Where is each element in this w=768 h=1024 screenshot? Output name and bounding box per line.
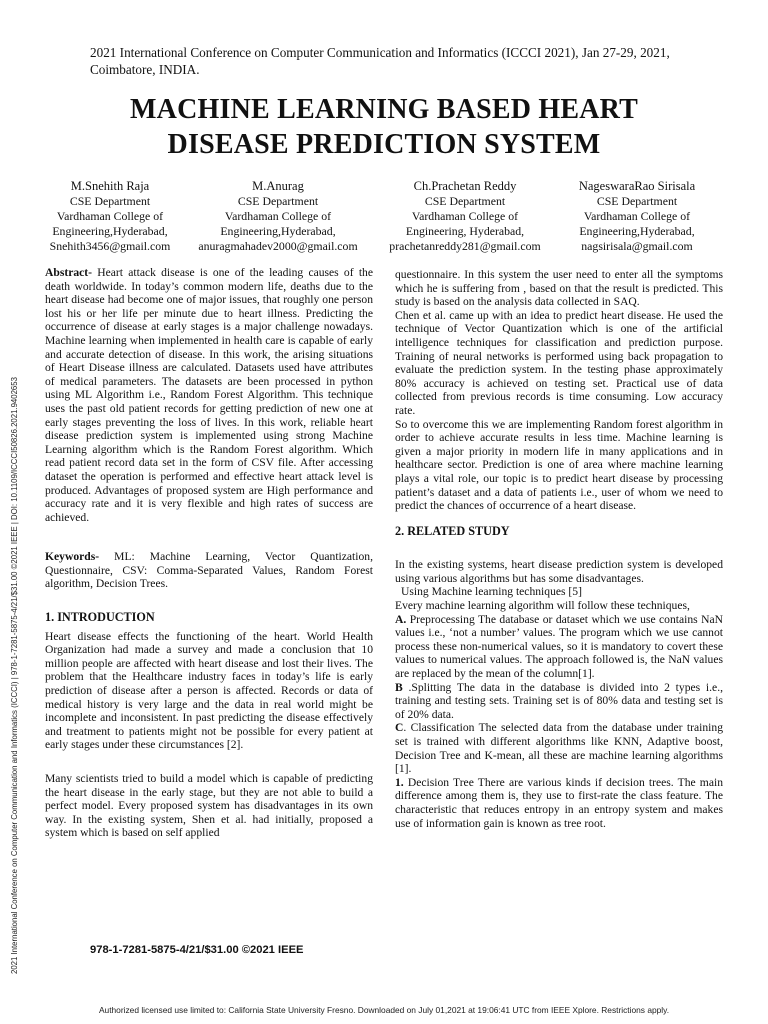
author-department: CSE Department — [69, 194, 151, 208]
author-department: CSE Department — [596, 194, 678, 208]
step-a — [395, 613, 723, 681]
left-column — [45, 266, 373, 840]
conference-header: 2021 International Conference on Computer Communication and Informatics (ICCCI 2021), Jan 27-29, 2021, Coimbatore, INDIA. — [90, 45, 670, 77]
keywords — [45, 550, 373, 591]
author-affiliation: Engineering,Hyderabad, — [52, 224, 168, 238]
intro-paragraph-1: Heart disease effects the functioning of the heart. World Health Organization had made a survey and made a conclusion that 10 million people are affected with heart disease and lost their lives. The problem that the Healthcare industry faces in today’s life is early prediction of disease after a person is affected. Records or data of medical history is very large and the data in real world might be incomplete and inconsistent. In past predicting the disease effectively and treatment to patients might not be possible for every patient at early stages under these circumstances [2]. — [45, 629, 373, 752]
step-1-text: Decision Tree There are various kinds if decision trees. The main difference among them is, they use to first-rate the class feature. The characteristic that reduces entropy in an entropy system and makes use of information gain is known as tree root. — [395, 775, 723, 830]
author-name: Ch.Prachetan Reddy — [413, 179, 517, 193]
author-4 — [562, 178, 712, 254]
author-affiliation: Vardhaman College of — [583, 209, 691, 223]
paper-title — [30, 92, 738, 162]
intro-heading: 1. INTRODUCTION — [45, 610, 155, 625]
body-paragraph: Chen et al. came up with an idea to predict heart disease. He used the technique of Vector Quantization which is one of the artificial intelligence techniques for classification and prediction purpose. Training of neural networks is performed using back propagation to evaluate the prediction system. In the testing phase approximately 80% accuracy is achieved on testing set. Practical use of data collected from previous records is time consuming. Low accuracy rate. — [395, 308, 723, 417]
author-3 — [380, 178, 550, 254]
intro-paragraph-2: Many scientists tried to build a model which is capable of predicting the heart disease in the early stage, but they are not able to build a perfect model. Every proposed system has disadvantages in its own way. In the existing system, Shen et al. had initially, proposed a system which is based on self applied — [45, 772, 373, 840]
author-affiliation: Engineering,Hyderabad, — [220, 224, 336, 238]
author-1 — [40, 178, 180, 254]
author-affiliation: Vardhaman College of — [224, 209, 332, 223]
body-paragraph: questionnaire. In this system the user need to enter all the symptoms which he is suffering from , based on that the result is predicted. This study is based on the analysis data collected in SAQ. — [395, 268, 723, 309]
step-c — [395, 721, 723, 775]
right-column — [395, 268, 723, 830]
step-a-label: A. — [395, 612, 407, 626]
title-line-1: MACHINE LEARNING BASED HEART — [130, 94, 638, 125]
step-c-text: . Classification The selected data from the database under training set is trained with different algorithms like KNN, Adaptive boost, Decision Tree and K-mean, all these are machine learning algorithms [1]. — [395, 721, 723, 776]
author-name: M.Snehith Raja — [70, 179, 150, 193]
author-email: anuragmahadev2000@gmail.com — [198, 239, 358, 253]
step-1 — [395, 776, 723, 830]
author-name: NageswaraRao Sirisala — [578, 179, 696, 193]
doi-sidebar: 2021 International Conference on Computer Communication and Informatics (ICCCI) | 978-1-7281-5875-4/21/$31.00 ©2021 IEEE | DOI: 10.1109/ICCCI50826.2021.9402653 — [10, 377, 19, 974]
author-department: CSE Department — [424, 194, 506, 208]
step-c-label: C — [395, 721, 404, 735]
author-email: prachetanreddy281@gmail.com — [389, 239, 541, 253]
author-affiliation: Vardhaman College of — [56, 209, 164, 223]
author-department: CSE Department — [237, 194, 319, 208]
author-email: Snehith3456@gmail.com — [49, 239, 171, 253]
author-block — [40, 178, 730, 254]
body-paragraph: So to overcome this we are implementing Random forest algorithm in order to achieve accurate results in less time. Machine learning is given a major priority in modern life in many applications and in healthcare sector. Prediction is one of area where machine learning plays a vital role, our topic is to predict heart disease by processing patient’s dataset and a data of patients i.e., user of whom we need to predict the chances of occurrence of a heart disease. — [395, 417, 723, 513]
step-1-label: 1. — [395, 775, 404, 789]
body-paragraph: In the existing systems, heart disease prediction system is developed using various algorithms but has some disadvantages. — [395, 558, 723, 585]
keywords-text: ML: Machine Learning, Vector Quantization, Questionnaire, CSV: Comma-Separated Values, Random Forest algorithm, Decision Trees. — [45, 550, 373, 591]
abstract — [45, 266, 373, 524]
isbn-line: 978-1-7281-5875-4/21/$31.00 ©2021 IEEE — [90, 944, 304, 956]
step-b — [395, 681, 723, 722]
body-paragraph: Every machine learning algorithm will follow these techniques, — [395, 599, 690, 613]
author-affiliation: Engineering, Hyderabad, — [405, 224, 525, 238]
related-study-heading: 2. RELATED STUDY — [395, 523, 510, 538]
title-line-2: DISEASE PREDICTION SYSTEM — [167, 129, 601, 160]
step-b-label: B — [395, 680, 403, 694]
author-email: nagsirisala@gmail.com — [581, 239, 693, 253]
keywords-label: Keywords- — [45, 550, 100, 564]
license-footer: Authorized licensed use limited to: California State University Fresno. Downloaded on July 01,2021 at 19:06:41 UTC from IEEE Xplore. Restrictions apply. — [98, 1005, 670, 1015]
author-2 — [198, 178, 358, 254]
abstract-text: Heart attack disease is one of the leading causes of the death worldwide. In today’s common modern life, deaths due to the heart disease had become one of major issues, that roughly one person lost his or her life per minute due to heart illness. Predicting the occurrence of disease at early stages is a major challenge nowadays. Machine learning when implemented in health care is capable of early and accurate detection of disease. In this work, the arising situations of Heart Disease illness are calculated. Datasets used have attributes of medical parameters. The datasets are been processed in python using ML Algorithm i.e., Random Forest Algorithm. This technique uses the past old patient records for getting prediction of new one at early stages preventing the loss of lives. In this work, reliable heart disease prediction system is implemented using strong Machine Learning algorithm which is the Random Forest algorithm. Which read patient record data set in the form of CSV file. After accessing dataset the operation is performed and effective heart attack level is produced. Advantages of proposed system are High performance and accuracy rate and it is very flexible and high rates of success are achieved. — [45, 266, 373, 524]
body-paragraph: Using Machine learning techniques [5] — [401, 585, 582, 599]
step-b-text: .Splitting The data in the database is divided into 2 types i.e., training and testing sets. Training set is of 80% data and testing set is of 20% data. — [395, 680, 723, 721]
step-a-text: Preprocessing The database or dataset which we use contains NaN values i.e., ‘not a number’ values. The program which we use cannot process these non-numerical values, so it is mandatory to covert these values to numerical values. The approach followed is, the NaN values are replaced by the mean of the column[1]. — [395, 612, 723, 681]
author-name: M.Anurag — [252, 179, 304, 193]
author-affiliation: Vardhaman College of — [411, 209, 519, 223]
author-affiliation: Engineering,Hyderabad, — [579, 224, 695, 238]
abstract-label: Abstract- — [45, 266, 93, 279]
